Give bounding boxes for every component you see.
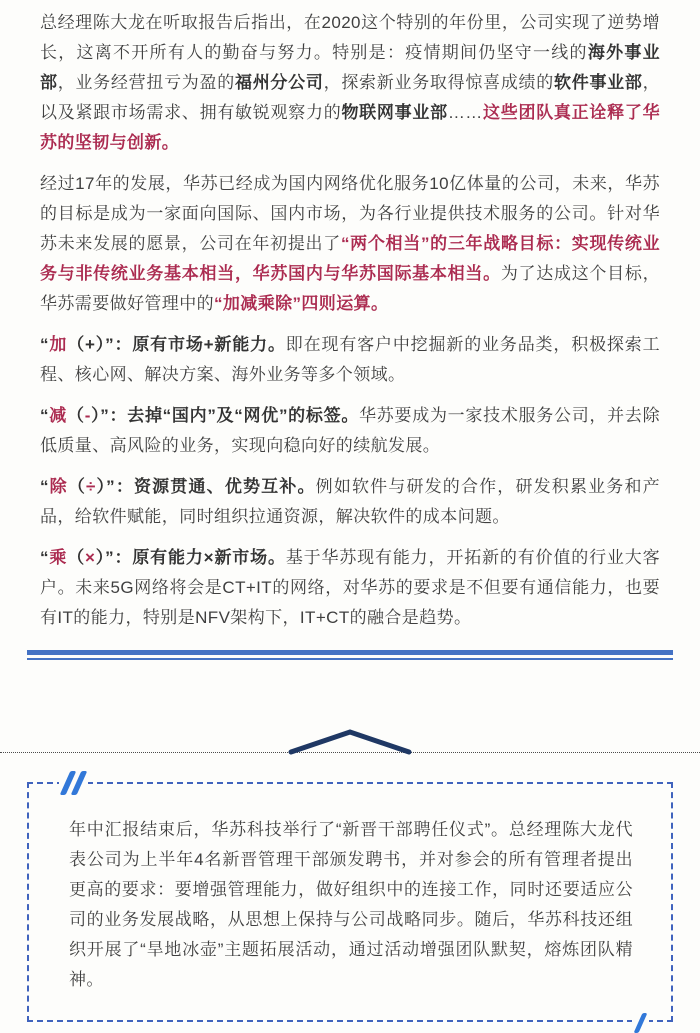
text-segment: ，业务经营扭亏为盈的 [57,73,235,92]
text-segment: （+）”： [67,335,133,354]
quote-paragraph [69,815,633,995]
text-segment: × [85,548,96,567]
text-segment: “ [40,406,49,425]
quote-box [27,782,673,1022]
text-segment: 年中汇报结束后，华苏科技举行了“新晋干部聘任仪式”。总经理陈大龙代表公司为上半年4名新晋管理干部颁发聘书，并对参会的所有管理者提出更高的要求：要增强管理能力，做好组织中的连接工作，同时还要适应公司的业务发展战略，从思想上保持与公司战略同步。随后，华苏科技还组织开展了“旱地冰壶”主题拓展活动，通过活动增强团队默契，熔炼团队精神。 [69,820,633,989]
text-segment: （ [67,477,87,496]
text-segment: - [84,406,91,425]
text-segment: ，以及紧跟市场需求、拥有敏锐观察力的 [40,73,661,122]
text-segment: 资源贯通、优势互补。 [134,477,316,496]
text-segment: 即在现有客户中挖掘新的业务品类，积极探索工程、核心网、解决方案、海外业务等多个领域。 [40,335,660,384]
paragraph [40,169,660,319]
text-segment: ）”： [95,477,135,496]
text-segment: 基于华苏现有能力，开拓新的有价值的行业大客户。未来5G网络将会是CT+IT的网络，对华苏的要求是不但要有通信能力，也要有IT的能力，特别是NFV架构下，IT+CT的融合是趋势。 [40,548,660,627]
section-divider-rule [27,650,673,660]
text-segment: “两个相当”的三年战略目标：实现传统业务与非传统业务基本相当，华苏国内与华苏国际基本相当。 [40,234,660,283]
paragraph-divide-rule [40,472,660,532]
text-segment: 加 [48,335,68,354]
paragraph-multiply-rule [40,543,660,633]
text-segment: 乘 [48,548,68,567]
text-segment: 去掉“国内”及“网优”的标签。 [127,406,360,425]
text-segment: 经过17年的发展，华苏已经成为国内网络优化服务10亿体量的公司，未来，华苏的目标是成为一家面向国际、国内市场，为各行业提供技术服务的公司。针对华苏未来发展的愿景，公司在年初提出了 [40,174,660,253]
text-segment: ）”： [90,406,128,425]
paragraph-subtract-rule [40,401,660,461]
text-segment: 海外事业部 [40,43,660,92]
text-segment: ÷ [86,477,96,496]
text-segment: 除 [48,477,68,496]
text-segment: 这些团队真正诠释了华苏的坚韧与创新。 [40,103,660,152]
paragraph [40,8,660,158]
text-segment: 总经理陈大龙在听取报告后指出，在2020这个特别的年份里，公司实现了逆势增长，这离不开所有人的勤奋与努力。特别是：疫情期间仍坚守一线的 [40,13,660,62]
text-segment: …… [447,103,483,122]
text-segment: 华苏要成为一家技术服务公司，并去除低质量、高风险的业务，实现向稳向好的续航发展。 [40,406,661,455]
text-segment: 物联网事业部 [341,103,448,122]
text-segment: ，探索新业务取得惊喜成绩的 [323,73,554,92]
text-segment: ）”： [95,548,133,567]
text-segment: （ [67,548,86,567]
text-segment: “ [40,335,49,354]
text-segment: “加减乘除”四则运算。 [214,294,389,313]
text-segment: 福州分公司 [234,73,324,92]
text-segment: 原有能力×新市场。 [132,548,286,567]
text-segment: 原有市场+新能力。 [132,335,286,354]
text-segment: “ [40,477,49,496]
fold-divider [0,660,700,753]
text-segment: 例如软件与研发的合作，研发积累业务和产品，给软件赋能，同时组织拉通资源，解决软件的成本问题。 [40,477,661,526]
text-segment: 软件事业部 [554,73,643,92]
chevron-up-icon[interactable] [283,727,417,755]
text-segment: 为了达成这个目标，华苏需要做好管理中的 [40,264,660,313]
text-segment: （ [66,406,85,425]
paragraph-add-rule [40,330,660,390]
slash-quote-icon [632,1013,649,1033]
text-segment: “ [40,548,49,567]
text-segment: 减 [48,406,67,425]
double-slash-quote-icon [59,771,88,795]
